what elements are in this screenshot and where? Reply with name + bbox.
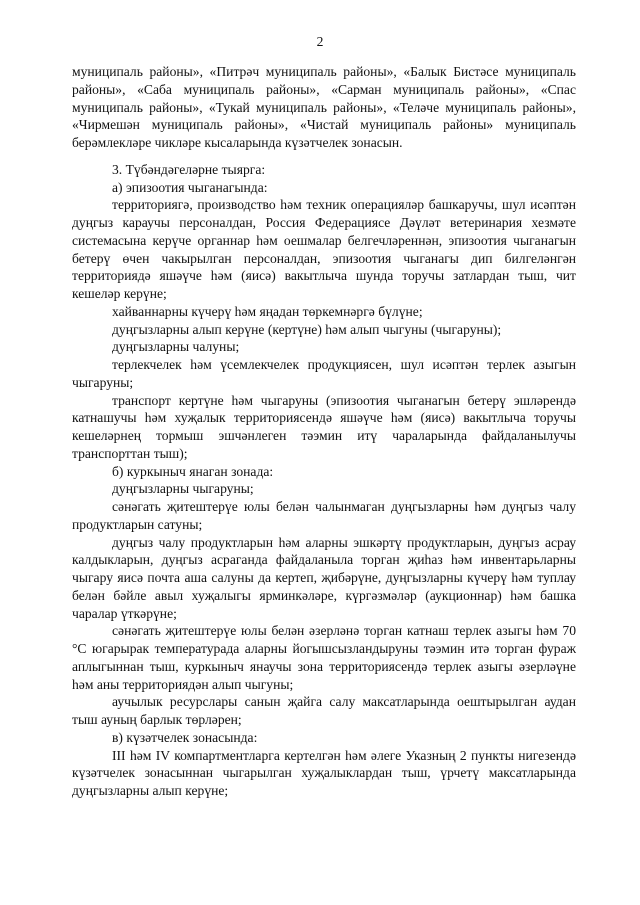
paragraph-pigs-slaughter: дуңгызларны чалуны; <box>112 339 240 355</box>
paragraph-item-3b: б) куркыныч янаган зонада: <box>112 463 274 479</box>
paragraph-item-3c: в) күзәтчелек зонасында: <box>112 729 258 745</box>
paragraph-pigs-export: дуңгызларны чыгаруны; <box>112 481 254 497</box>
paragraph-pigs-inout: дуңгызларны алып керүне (кертүне) һәм алып чыгуны (чыгаруны); <box>112 321 502 337</box>
paragraph-regions-cont: муниципаль районы», «Питрәч муниципаль районы», «Балык Бистәсе муниципаль районы», «Саба муниципаль районы», «Сарман муниципаль районы», «Спас муниципаль районы», «Тукай муниципаль районы», «Теләче муниципаль районы», «Чирмешән муниципаль районы», «Чистай муниципаль районы» муниципаль берәмлекләре чикләре кысаларында күзәтчелек зонасын. <box>72 64 576 150</box>
paragraph-item-3a: а) эпизоотия чыганагында: <box>112 179 268 195</box>
paragraph-transport: транспорт кертүне һәм чыгаруны (эпизоотия чыганагын бетерү эшләрендә катнашучы һәм хуҗалык территориясендә яшәүче һәм (яисә) вакытлыча торучы кешеләрнең тормыш эшчәнлеген тәэмин итү чараларында файдаланылучы транспорттан тыш); <box>72 392 576 461</box>
paragraph-territory: территориягә, производство һәм техник операцияләр башкаручы, шул исәптән дуңгыз караучы персоналдан, Россия Федерациясе Дәүләт ветеринария хезмәте системасына керүче органнар һәм оешмалар белгечләреннән, эпизоотия чыганагын бетерү өчен чакырылган персоналдан, эпизоотия чыганагы дип билгеләнгән территориядә яшәүче һәм (яисә) вакытлыча шунда торучы затлардан тыш, чит кешеләр керүне; <box>72 197 576 301</box>
document-body <box>72 63 576 800</box>
paragraph-industrial-sale: сәнәгать җитештерүе юлы белән чалынмаган дуңгызларны һәм дуңгыз чалу продуктларын сатуны; <box>72 499 576 532</box>
paragraph-item-3: 3. Түбәндәгеләрне тыярга: <box>112 161 266 177</box>
page-number: 2 <box>316 34 324 49</box>
paragraph-compartments: III һәм IV компартментларга кертелгән һәм әлеге Указның 2 пункты нигезендә күзәтчелек зонасыннан чыгарылган хуҗалыклардан тыш, үрчетү максатларында дуңгызларны алып керүне; <box>72 747 576 798</box>
paragraph-slaughter-products: дуңгыз чалу продуктларын һәм аларны эшкәртү продуктларын, дуңгыз асрау калдыкларын, дуңгыз асраганда файдаланыла торган җиһаз һәм инвентарьларны чыгару яисә почта аша салуны да кертеп, җибәрүне, дуңгызларны күчерү һәм туплау белән бәйле авыл хуҗалыгы ярминкәләре, күргәзмәләр (аукционнар) һәм башка чаралар үткәрүне; <box>72 534 576 621</box>
paragraph-livestock-products: терлекчелек һәм үсемлекчелек продукциясен, шул исәптән терлек азыгын чыгаруны; <box>72 357 576 390</box>
paragraph-hunting: аучылык ресурслары санын җайга салу максатларында оештырылган аудан тыш ауның барлык төрләрен; <box>72 694 576 727</box>
paragraph-feed: сәнәгать җитештерүе юлы белән әзерләнә торган катнаш терлек азыгы һәм 70 °С югарырак температурада аларны йогышсызландыруны тәэмин итә торган фураж аплыгыннан тыш, куркыныч янаучы зона территориясендә терлек азыгы әзерләүне һәм аны территориядән алып чыгуны; <box>72 623 576 692</box>
paragraph-animals: хайваннарны күчерү һәм яңадан төркемнәргә бүлүне; <box>112 303 423 319</box>
